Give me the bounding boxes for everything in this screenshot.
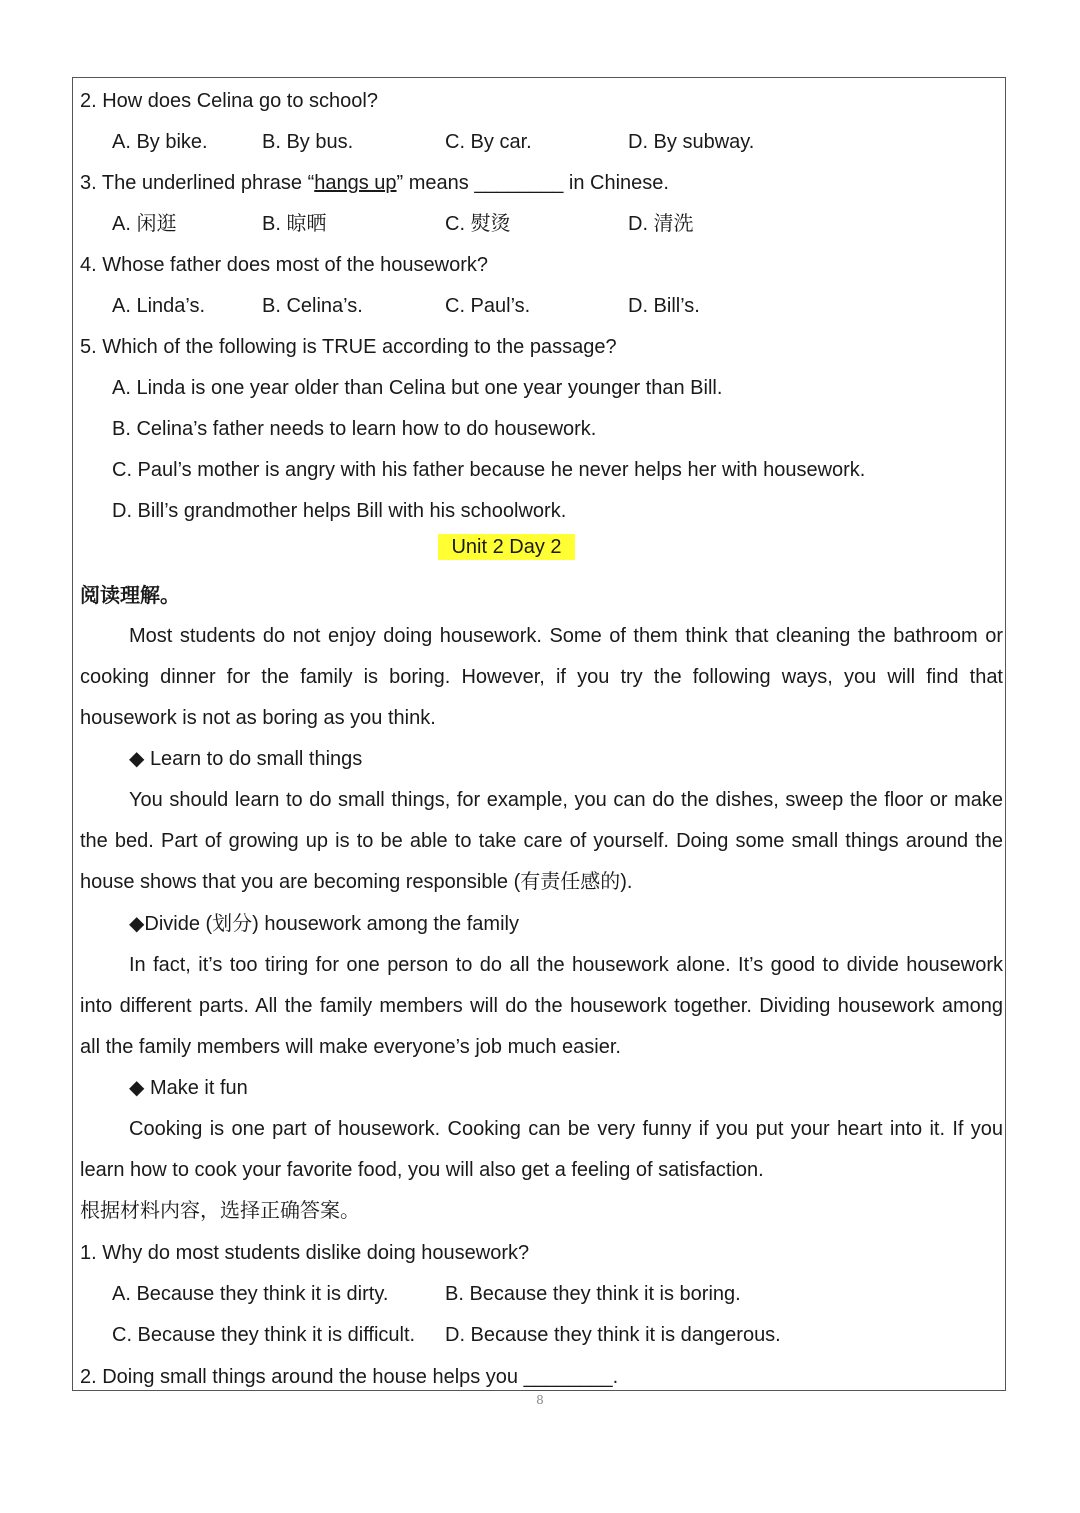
passage-paragraph: You should learn to do small things, for example, you can do the dishes, sweep the floor or make the bed. Part of growing up is to be able to take care of yourself. Doing some small things around the house shows that you are becoming responsible (有责任感的). <box>80 789 1003 893</box>
tip-heading: ◆ Learn to do small things <box>129 748 363 770</box>
question-stem <box>80 171 669 195</box>
page-number: 8 <box>536 1393 544 1407</box>
option-d: D. Bill’s. <box>628 295 700 317</box>
option-a: A. 闲逛 <box>112 213 177 235</box>
option-c: C. Paul’s. <box>445 295 531 317</box>
question-stem: 2. Doing small things around the house helps you ________. <box>80 1366 619 1388</box>
stem-text: ” means ________ in Chinese. <box>396 172 669 194</box>
passage-paragraph: Cooking is one part of housework. Cooking can be very funny if you put your heart into it. If you learn how to cook your favorite food, you will also get a feeling of satisfaction. <box>80 1118 1003 1181</box>
question-stem: 4. Whose father does most of the housework? <box>80 254 488 276</box>
question-stem: 2. How does Celina go to school? <box>80 90 378 112</box>
option-a: A. Linda’s. <box>112 295 206 317</box>
option-d: D. Bill’s grandmother helps Bill with his schoolwork. <box>112 500 567 522</box>
section-title: 阅读理解。 <box>80 585 180 607</box>
instruction: 根据材料内容，选择正确答案。 <box>80 1200 360 1222</box>
tip-heading: ◆ Make it fun <box>129 1077 248 1099</box>
option-b: B. Celina’s. <box>262 295 363 317</box>
option-b: B. By bus. <box>262 131 354 153</box>
option-a: A. Because they think it is dirty. <box>112 1283 389 1305</box>
option-b: B. 晾晒 <box>262 213 327 235</box>
option-c: C. Because they think it is difficult. <box>112 1324 416 1346</box>
passage-intro: Most students do not enjoy doing housework. Some of them think that cleaning the bathroom or cooking dinner for the family is boring. However, if you try the following ways, you will find that housework is not as boring as you think. <box>80 625 1003 729</box>
option-d: D. Because they think it is dangerous. <box>445 1324 781 1346</box>
option-c: C. By car. <box>445 131 532 153</box>
underlined-phrase: hangs up <box>314 172 397 194</box>
option-b: B. Celina’s father needs to learn how to do housework. <box>112 418 597 440</box>
option-c: C. 熨烫 <box>445 213 511 235</box>
option-c: C. Paul’s mother is angry with his father because he never helps her with housework. <box>112 459 866 481</box>
question-stem: 1. Why do most students dislike doing housework? <box>80 1242 530 1264</box>
tip-heading: ◆Divide (划分) housework among the family <box>129 913 519 935</box>
option-a: A. Linda is one year older than Celina but one year younger than Bill. <box>112 377 723 399</box>
passage-paragraph: In fact, it’s too tiring for one person to do all the housework alone. It’s good to divide housework into different parts. All the family members will do the housework together. Dividing housework among all the family members will make everyone’s job much easier. <box>80 954 1003 1058</box>
option-a: A. By bike. <box>112 131 208 153</box>
unit-heading: Unit 2 Day 2 <box>451 536 562 558</box>
option-b: B. Because they think it is boring. <box>445 1283 741 1305</box>
option-d: D. 清洗 <box>628 213 694 235</box>
stem-text: 3. The underlined phrase “ <box>80 172 315 194</box>
question-stem: 5. Which of the following is TRUE according to the passage? <box>80 336 617 358</box>
option-d: D. By subway. <box>628 131 755 153</box>
